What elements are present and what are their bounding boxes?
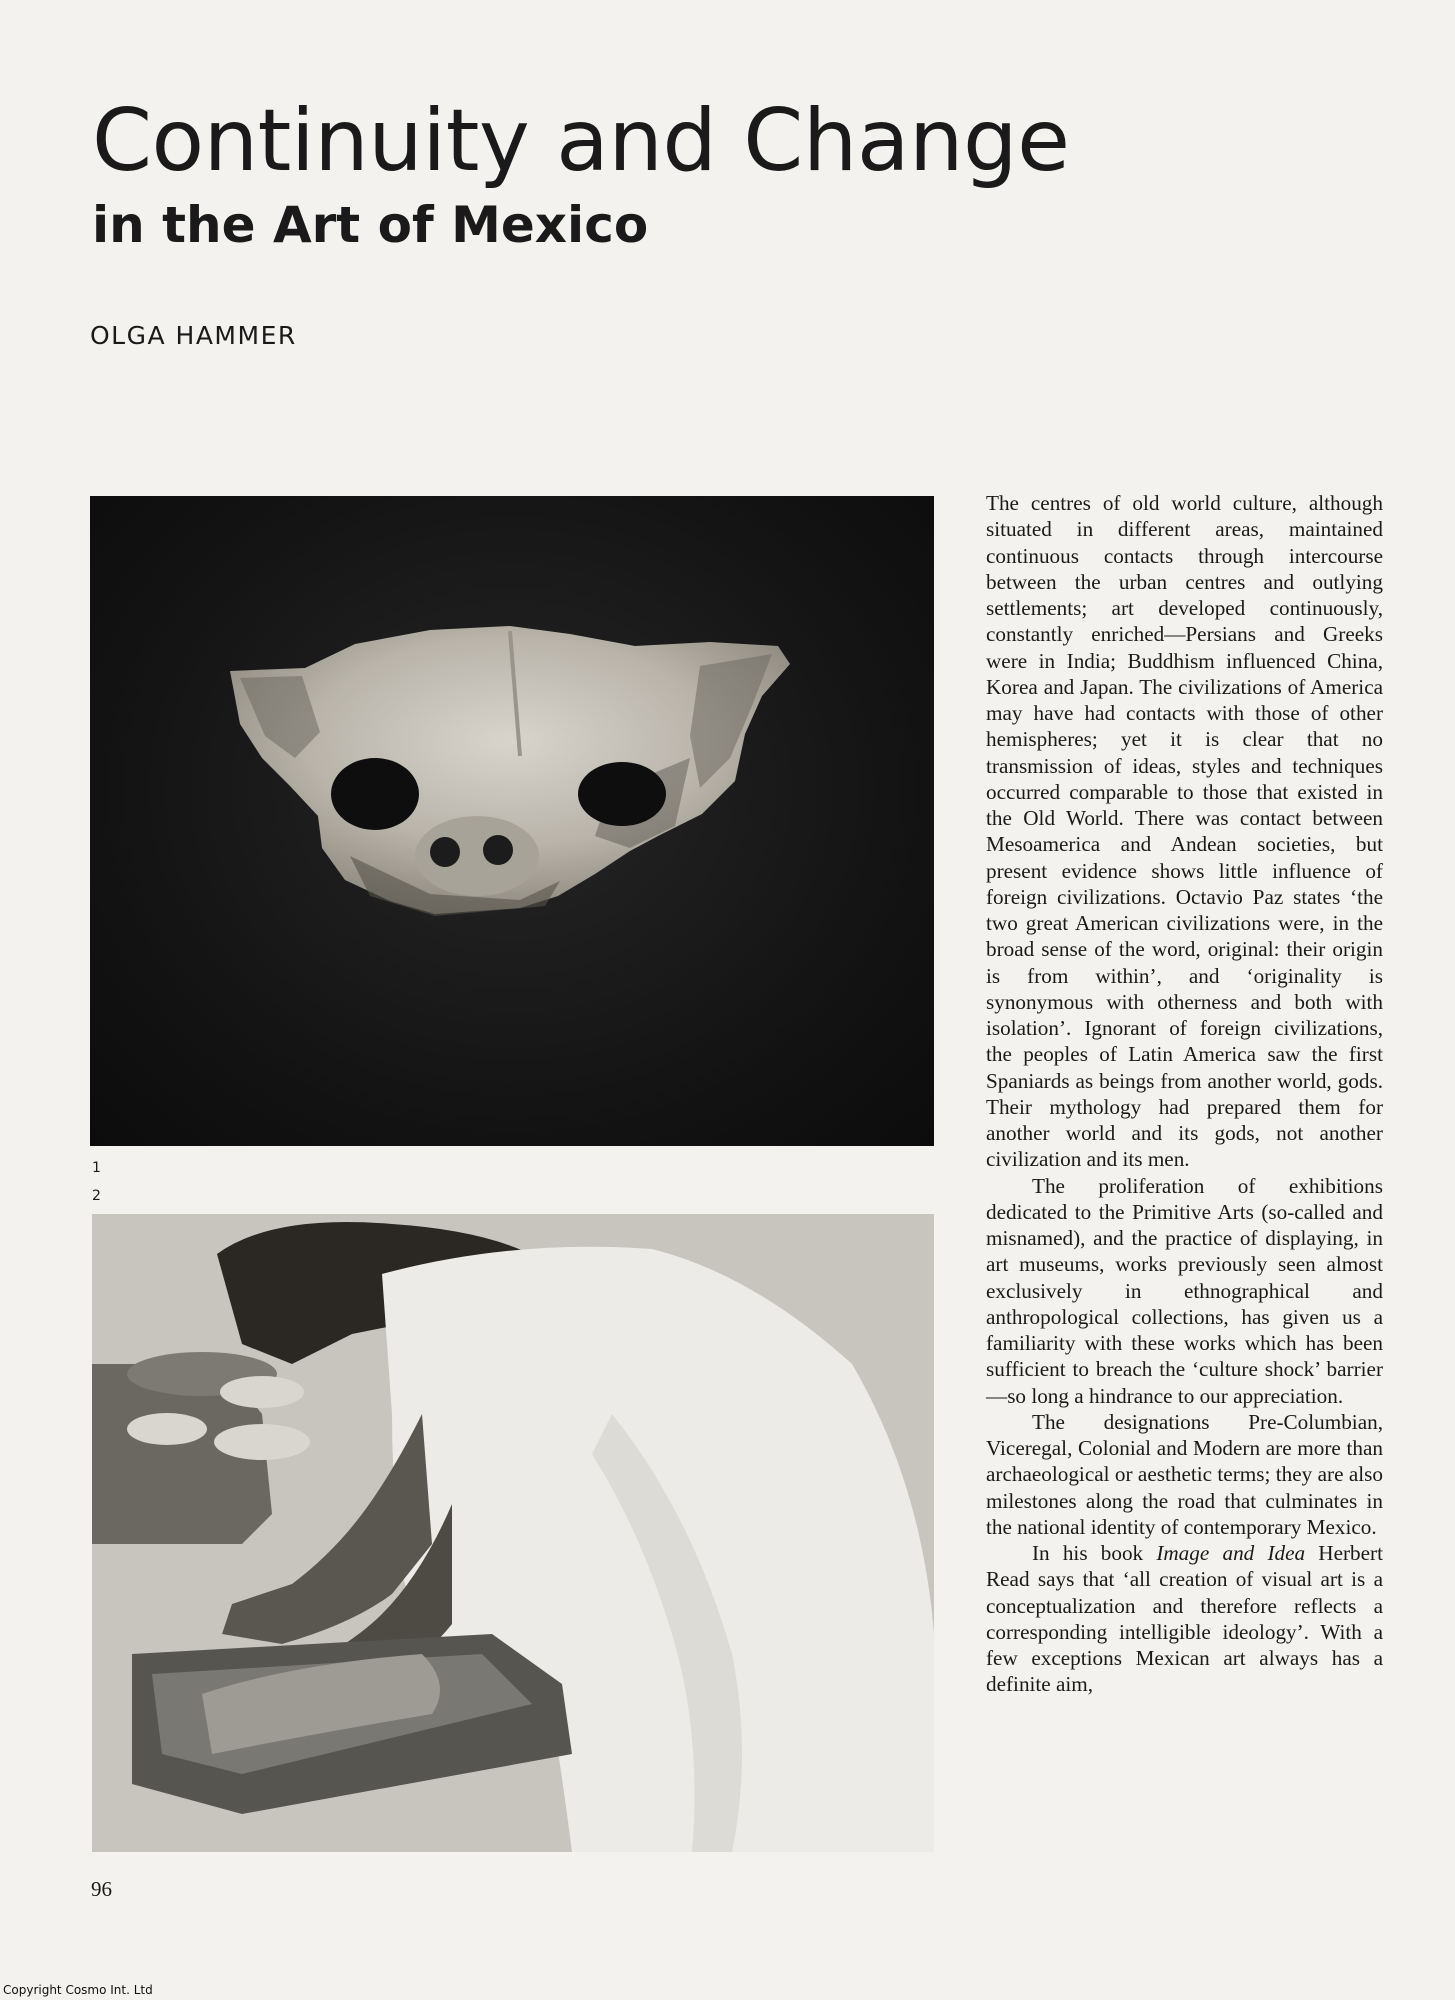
figure-2-number: 2 (92, 1188, 101, 1204)
figure-2-kneeling-woman-painting (92, 1214, 934, 1852)
figure-1-number: 1 (92, 1160, 101, 1176)
figure-1-bone-mask-photo (90, 496, 934, 1146)
article-subtitle: in the Art of Mexico (92, 196, 649, 254)
author-name: OLGA HAMMER (90, 321, 297, 350)
article-paragraph-2: The proliferation of exhibitions dedicated to the Primitive Arts (so-called and misnamed), and the practice of displaying, in art museums, works previously seen almost exclusively in ethnographical and anthropological collections, has given us a familiarity with these works which has been sufficient to breach the ‘culture shock’ barrier—so long a hindrance to our appreciation. (986, 1173, 1383, 1408)
article-paragraph-3: The designations Pre-Columbian, Viceregal, Colonial and Modern are more than archaeological or aesthetic terms; they are also milestones along the road that culminates in the national identity of contemporary Mexico. (986, 1409, 1383, 1539)
paragraph-4-rest: Herbert Read says that ‘all creation of visual art is a conceptualization and therefore reflects a corresponding intelligible ideology’. With a few exceptions Mexican art always has a definite aim, (986, 1541, 1383, 1697)
copyright-watermark: Copyright Cosmo Int. Ltd (3, 1983, 153, 1997)
book-title: Image and Idea (1156, 1541, 1306, 1565)
article-paragraph-1: The centres of old world culture, although situated in different areas, maintained continuous contacts through intercourse between the urban centres and outlying settlements; art developed continuously, constantly enriched—Persians and Greeks were in India; Buddhism influenced China, Korea and Japan. The civilizations of America may have had contacts with those of other hemispheres; yet it is clear that no transmission of ideas, styles and techniques occurred comparable to those that existed in the Old World. There was contact between Mesoamerica and Andean societies, but present evidence shows little influence of foreign civilizations. Octavio Paz states ‘the two great American civilizations were, in the broad sense of the word, original: their origin is from within’, and ‘originality is synonymous with otherness and both with isolation’. Ignorant of foreign civilizations, the peoples of Latin America saw the first Spaniards as beings from another world, gods. Their mythology had prepared them for another world and its gods, not another civilization and its men. (986, 491, 1383, 1172)
article-title: Continuity and Change (92, 91, 1070, 191)
article-paragraph-4 (986, 1540, 1383, 1698)
paragraph-4-prefix: In his book (1032, 1541, 1157, 1565)
page-number: 96 (91, 1877, 112, 1901)
article-body (986, 490, 1383, 1698)
